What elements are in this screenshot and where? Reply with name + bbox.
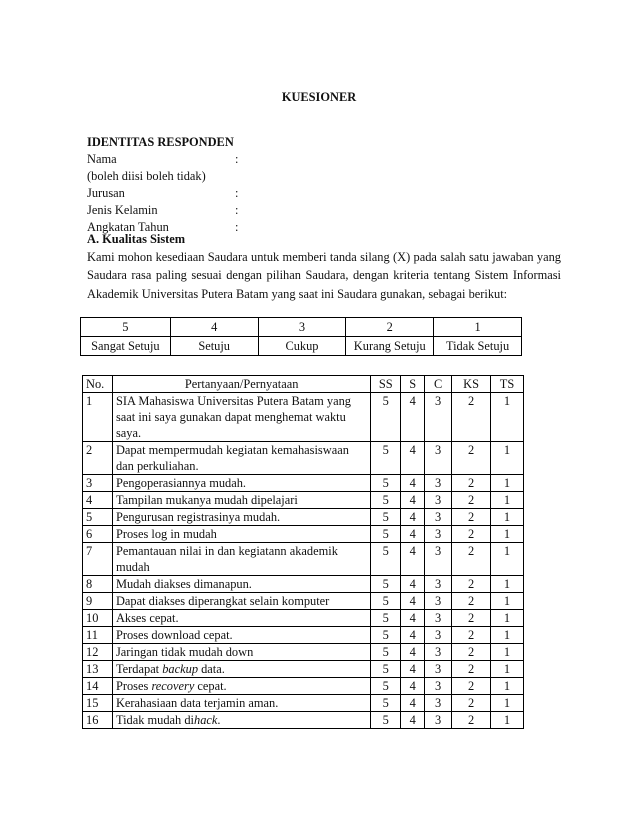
score-s[interactable]: 4 <box>401 526 425 543</box>
question-text-italic: recovery <box>151 679 195 693</box>
rating-scale-table <box>80 317 522 356</box>
score-c[interactable]: 3 <box>425 627 452 644</box>
score-ts[interactable]: 1 <box>491 712 524 729</box>
score-ts[interactable]: 1 <box>491 393 524 442</box>
score-c[interactable]: 3 <box>425 661 452 678</box>
field-label: Jurusan <box>87 186 125 200</box>
score-ss[interactable]: 5 <box>371 712 401 729</box>
scale-label: Cukup <box>258 337 346 356</box>
score-ks[interactable]: 2 <box>452 593 491 610</box>
field-colon: : <box>235 203 239 217</box>
score-ks[interactable]: 2 <box>452 543 491 576</box>
score-ss[interactable]: 5 <box>371 393 401 442</box>
question-number: 5 <box>83 509 113 526</box>
score-ks[interactable]: 2 <box>452 526 491 543</box>
section-heading: A. Kualitas Sistem <box>87 232 186 246</box>
question-text <box>112 678 370 695</box>
score-ss[interactable]: 5 <box>371 661 401 678</box>
question-number: 2 <box>83 442 113 475</box>
question-text <box>112 492 370 509</box>
field-label: (boleh diisi boleh tidak) <box>87 169 206 183</box>
score-c[interactable]: 3 <box>425 610 452 627</box>
score-c[interactable]: 3 <box>425 475 452 492</box>
scale-values-row <box>81 318 522 337</box>
question-text-part: Tidak mudah di <box>115 713 194 727</box>
score-ks[interactable]: 2 <box>452 661 491 678</box>
field-note <box>87 168 567 185</box>
question-text-part: Pengurusan registrasinya mudah. <box>115 510 281 524</box>
score-c[interactable]: 3 <box>425 492 452 509</box>
field-nama <box>87 151 567 168</box>
scale-label: Sangat Setuju <box>81 337 171 356</box>
score-c[interactable]: 3 <box>425 695 452 712</box>
header-c: C <box>425 376 452 393</box>
score-ks[interactable]: 2 <box>452 475 491 492</box>
score-ss[interactable]: 5 <box>371 442 401 475</box>
score-ks[interactable]: 2 <box>452 576 491 593</box>
question-text <box>112 576 370 593</box>
field-colon: : <box>235 152 239 166</box>
scale-label: Kurang Setuju <box>346 337 434 356</box>
question-number: 11 <box>83 627 113 644</box>
question-text-part: Terdapat <box>115 662 163 676</box>
scale-label: Setuju <box>170 337 258 356</box>
score-ts[interactable]: 1 <box>491 610 524 627</box>
header-no: No. <box>83 376 113 393</box>
header-ss: SS <box>371 376 401 393</box>
score-ks[interactable]: 2 <box>452 678 491 695</box>
score-c[interactable]: 3 <box>425 393 452 442</box>
field-jenis-kelamin <box>87 202 567 219</box>
score-ts[interactable]: 1 <box>491 543 524 576</box>
score-ss[interactable]: 5 <box>371 543 401 576</box>
field-jurusan <box>87 185 567 202</box>
score-ks[interactable]: 2 <box>452 492 491 509</box>
question-text <box>112 526 370 543</box>
question-text <box>112 593 370 610</box>
score-ts[interactable]: 1 <box>491 627 524 644</box>
score-ts[interactable]: 1 <box>491 509 524 526</box>
question-text-part: data. <box>198 662 225 676</box>
score-ks[interactable]: 2 <box>452 627 491 644</box>
score-s[interactable]: 4 <box>401 543 425 576</box>
score-ts[interactable]: 1 <box>491 442 524 475</box>
header-s: S <box>401 376 425 393</box>
score-s[interactable]: 4 <box>401 678 425 695</box>
section-intro: Kami mohon kesediaan Saudara untuk memberi tanda silang (X) pada salah satu jawaban yang Saudara rasa paling sesuai dengan pilihan Saudara, dengan kriteria tentang Sistem Informasi Akademik Universitas Putera Batam yang saat ini Saudara gunakan, sebagai berikut: <box>87 250 561 301</box>
question-number: 16 <box>83 712 113 729</box>
table-row <box>83 576 524 593</box>
question-text-italic: backup <box>162 662 199 676</box>
table-row <box>83 526 524 543</box>
score-ts[interactable]: 1 <box>491 526 524 543</box>
table-row <box>83 543 524 576</box>
table-row <box>83 695 524 712</box>
score-c[interactable]: 3 <box>425 712 452 729</box>
score-c[interactable]: 3 <box>425 644 452 661</box>
table-row <box>83 644 524 661</box>
field-colon: : <box>235 186 239 200</box>
table-row <box>83 712 524 729</box>
question-text <box>112 644 370 661</box>
question-number: 8 <box>83 576 113 593</box>
score-s[interactable]: 4 <box>401 610 425 627</box>
table-row <box>83 593 524 610</box>
score-ks[interactable]: 2 <box>452 610 491 627</box>
question-text-part: Akses cepat. <box>115 611 179 625</box>
score-s[interactable]: 4 <box>401 492 425 509</box>
table-row <box>83 475 524 492</box>
score-ts[interactable]: 1 <box>491 576 524 593</box>
score-ss[interactable]: 5 <box>371 475 401 492</box>
header-question: Pertanyaan/Pernyataan <box>112 376 370 393</box>
field-label: Angkatan Tahun <box>87 220 169 234</box>
question-text-part: Dapat diakses diperangkat selain komputer <box>115 594 330 608</box>
question-number: 14 <box>83 678 113 695</box>
question-number: 13 <box>83 661 113 678</box>
question-number: 3 <box>83 475 113 492</box>
table-row <box>83 610 524 627</box>
field-colon: : <box>235 220 239 234</box>
question-number: 15 <box>83 695 113 712</box>
score-s[interactable]: 4 <box>401 442 425 475</box>
score-s[interactable]: 4 <box>401 661 425 678</box>
question-text <box>112 627 370 644</box>
question-text <box>112 695 370 712</box>
score-ss[interactable]: 5 <box>371 526 401 543</box>
scale-value: 3 <box>258 318 346 337</box>
question-text <box>112 712 370 729</box>
question-number: 6 <box>83 526 113 543</box>
score-s[interactable]: 4 <box>401 627 425 644</box>
scale-value: 5 <box>81 318 171 337</box>
question-text-part: Mudah diakses dimanapun. <box>115 577 252 591</box>
score-s[interactable]: 4 <box>401 509 425 526</box>
score-ss[interactable]: 5 <box>371 610 401 627</box>
score-ts[interactable]: 1 <box>491 593 524 610</box>
question-text-part: Dapat mempermudah kegiatan kemahasiswaan dan perkuliahan. <box>115 443 349 473</box>
question-text <box>112 442 370 475</box>
question-text-part: Proses download cepat. <box>115 628 233 642</box>
score-s[interactable]: 4 <box>401 475 425 492</box>
score-ks[interactable]: 2 <box>452 695 491 712</box>
question-number: 12 <box>83 644 113 661</box>
table-row <box>83 661 524 678</box>
question-text-part: Tampilan mukanya mudah dipelajari <box>115 493 298 507</box>
question-text <box>112 393 370 442</box>
score-ts[interactable]: 1 <box>491 678 524 695</box>
question-text <box>112 543 370 576</box>
table-row <box>83 393 524 442</box>
score-ss[interactable]: 5 <box>371 644 401 661</box>
questions-table <box>82 375 524 729</box>
question-text <box>112 509 370 526</box>
score-ss[interactable]: 5 <box>371 593 401 610</box>
question-text-part: Pengoperasiannya mudah. <box>115 476 247 490</box>
field-label: Jenis Kelamin <box>87 203 158 217</box>
score-ks[interactable]: 2 <box>452 442 491 475</box>
score-ks[interactable]: 2 <box>452 393 491 442</box>
score-ss[interactable]: 5 <box>371 627 401 644</box>
question-text <box>112 610 370 627</box>
question-text-part: Kerahasiaan data terjamin aman. <box>115 696 279 710</box>
score-c[interactable]: 3 <box>425 576 452 593</box>
question-number: 10 <box>83 610 113 627</box>
header-ts: TS <box>491 376 524 393</box>
field-label: Nama <box>87 152 117 166</box>
question-text <box>112 475 370 492</box>
score-c[interactable]: 3 <box>425 678 452 695</box>
score-ks[interactable]: 2 <box>452 712 491 729</box>
table-row <box>83 509 524 526</box>
score-ss[interactable]: 5 <box>371 678 401 695</box>
scale-labels-row <box>81 337 522 356</box>
respondent-identity <box>87 134 567 236</box>
question-text-italic: hack <box>194 713 218 727</box>
score-s[interactable]: 4 <box>401 644 425 661</box>
score-c[interactable]: 3 <box>425 526 452 543</box>
header-ks: KS <box>452 376 491 393</box>
score-ss[interactable]: 5 <box>371 492 401 509</box>
score-ss[interactable]: 5 <box>371 576 401 593</box>
score-ss[interactable]: 5 <box>371 695 401 712</box>
score-ts[interactable]: 1 <box>491 644 524 661</box>
table-row <box>83 492 524 509</box>
table-row <box>83 627 524 644</box>
score-c[interactable]: 3 <box>425 509 452 526</box>
question-text-part: Proses log in mudah <box>115 527 217 541</box>
score-s[interactable]: 4 <box>401 576 425 593</box>
score-ts[interactable]: 1 <box>491 475 524 492</box>
respondent-heading: IDENTITAS RESPONDEN <box>87 135 234 149</box>
score-c[interactable]: 3 <box>425 593 452 610</box>
question-text-part: . <box>217 713 221 727</box>
score-ss[interactable]: 5 <box>371 509 401 526</box>
question-text-part: Proses <box>115 679 152 693</box>
question-text-part: Jaringan tidak mudah down <box>115 645 254 659</box>
scale-value: 1 <box>434 318 522 337</box>
score-ts[interactable]: 1 <box>491 661 524 678</box>
score-s[interactable]: 4 <box>401 593 425 610</box>
score-ks[interactable]: 2 <box>452 509 491 526</box>
question-number: 7 <box>83 543 113 576</box>
score-c[interactable]: 3 <box>425 543 452 576</box>
score-ts[interactable]: 1 <box>491 492 524 509</box>
question-text-part: SIA Mahasiswa Universitas Putera Batam yang saat ini saya gunakan dapat menghemat waktu saya. <box>115 394 352 440</box>
document-title: KUESIONER <box>281 90 357 104</box>
question-text-part: cepat. <box>194 679 227 693</box>
scale-value: 4 <box>170 318 258 337</box>
question-text <box>112 661 370 678</box>
question-number: 4 <box>83 492 113 509</box>
table-row <box>83 442 524 475</box>
score-ts[interactable]: 1 <box>491 695 524 712</box>
questions-header-row <box>83 376 524 393</box>
question-number: 9 <box>83 593 113 610</box>
score-ks[interactable]: 2 <box>452 644 491 661</box>
question-number: 1 <box>83 393 113 442</box>
scale-value: 2 <box>346 318 434 337</box>
score-s[interactable]: 4 <box>401 393 425 442</box>
score-c[interactable]: 3 <box>425 442 452 475</box>
question-text-part: Pemantauan nilai in dan kegiatann akademik mudah <box>115 544 338 574</box>
scale-label: Tidak Setuju <box>434 337 522 356</box>
table-row <box>83 678 524 695</box>
score-s[interactable]: 4 <box>401 712 425 729</box>
score-s[interactable]: 4 <box>401 695 425 712</box>
